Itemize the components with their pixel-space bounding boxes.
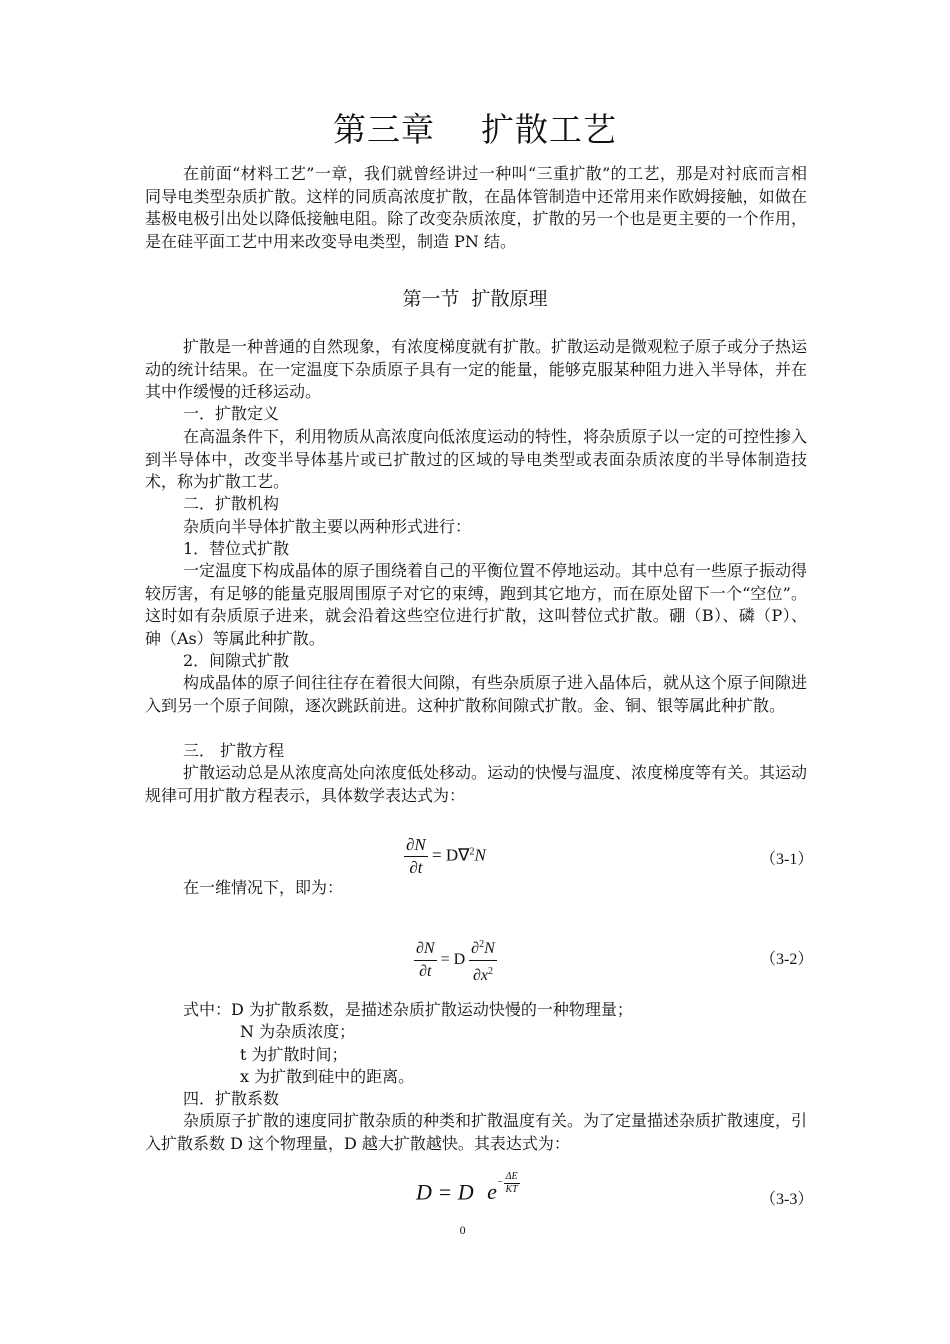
eq3-subscript: 0 [459, 1223, 466, 1238]
chapter-title: 第三章 扩散工艺 [333, 110, 617, 149]
where-x: x 为扩散到硅中的距离。 [240, 1067, 415, 1086]
equation-label-3-1: （3-1） [760, 851, 814, 868]
coefficient-paragraph: 杂质原子扩散的速度同扩散杂质的种类和扩散温度有关。为了定量描述杂质扩散速度，引入扩散系数 D 这个物理量，D 越大扩散越快。其表达式为： [145, 1111, 808, 1153]
equation-label-3-3: （3-3） [760, 1191, 814, 1208]
equation-3-1 [404, 834, 486, 879]
where-t: t 为扩散时间； [240, 1045, 348, 1064]
eq3-exp-denominator: KT [505, 1183, 518, 1195]
eq1-superscript: 2 [469, 846, 475, 858]
eq1-rhs-operator: = D∇ [432, 845, 470, 865]
eq3-exp-sign: − [496, 1177, 504, 1188]
one-dimension-note: 在一维情况下，即为： [183, 878, 344, 897]
eq3-lhs: D = D [416, 1179, 474, 1205]
heading-substitutional: 1．替位式扩散 [183, 539, 290, 558]
heading-equation: 三． 扩散方程 [183, 741, 285, 760]
where-n: N 为杂质浓度； [240, 1022, 356, 1041]
eq3-exp-numerator: ΔE [505, 1170, 518, 1182]
heading-mechanism: 二．扩散机构 [183, 494, 280, 513]
eq2-num2-sup: 2 [479, 939, 485, 950]
eq1-rhs-var: N [474, 845, 486, 865]
equation-3-3 [416, 1168, 520, 1238]
eq2-numerator: ∂N [414, 938, 437, 961]
intro-paragraph: 在前面“材料工艺”一章，我们就曾经讲过一种叫“三重扩散”的工艺，那是对衬底而言相同导电类型杂质扩散。这样的同质高浓度扩散，在晶体管制造中还常用来作欧姆接触，如做在基极电极引出处以降低接触电阻。除了改变杂质浓度，扩散的另一个也是更主要的一个作用，是在硅平面工艺中用来改变导电类型，制造 PN 结。 [145, 164, 807, 251]
heading-interstitial: 2．间隙式扩散 [183, 651, 290, 670]
definition-paragraph: 在高温条件下，利用物质从高浓度向低浓度运动的特性，将杂质原子以一定的可控性掺入到半导体中，改变半导体基片或已扩散过的区域的导电类型或表面杂质浓度的半导体制造技术，称为扩散工艺。 [145, 427, 808, 491]
principle-paragraph: 扩散是一种普通的自然现象，有浓度梯度就有扩散。扩散运动是微观粒子原子或分子热运动的统计结果。在一定温度下杂质原子具有一定的能量，能够克服某种阻力进入半导体，并在其中作缓慢的迁移运动。 [145, 337, 808, 401]
eq2-num2-partial: ∂ [471, 940, 480, 957]
interstitial-paragraph: 构成晶体的原子间往往存在着很大间隙，有些杂质原子进入晶体后，就从这个原子间隙进入到另一个原子间隙，逐次跳跃前进。这种扩散称间隙式扩散。金、铜、银等属此种扩散。 [145, 673, 808, 715]
equation-label-3-2: （3-2） [760, 951, 814, 968]
substitutional-paragraph: 一定温度下构成晶体的原子围绕着自己的平衡位置不停地运动。其中总有一些原子振动得较厉害，有足够的能量克服周围原子对它的束缚，跑到其它地方，而在原处留下一个“空位”。这时如有杂质原子进来，就会沿着这些空位进行扩散，这叫替位式扩散。硼（B）、磷（P）、砷（As）等属此种扩散。 [145, 561, 808, 648]
mechanism-intro: 杂质向半导体扩散主要以两种形式进行： [183, 517, 472, 536]
equation-paragraph: 扩散运动总是从浓度高处向浓度低处移动。运动的快慢与温度、浓度梯度等有关。其运动规律可用扩散方程表示，具体数学表达式为： [145, 763, 808, 805]
eq2-denominator: ∂t [419, 963, 432, 980]
where-d: 式中：D 为扩散系数，是描述杂质扩散运动快慢的一种物理量； [183, 1000, 633, 1019]
heading-definition: 一．扩散定义 [183, 404, 280, 423]
eq1-denominator: ∂t [409, 858, 423, 877]
eq1-numerator: ∂N [404, 834, 428, 857]
eq2-equals-d: = D [440, 951, 466, 969]
eq3-e: e [487, 1179, 497, 1205]
section-title: 第一节 扩散原理 [402, 288, 548, 310]
eq2-num2-var: N [484, 940, 495, 957]
eq2-den2-sup: 2 [487, 966, 493, 977]
heading-coefficient: 四．扩散系数 [183, 1089, 280, 1108]
eq2-den2-partial: ∂x [472, 967, 488, 984]
equation-3-2 [414, 934, 497, 987]
